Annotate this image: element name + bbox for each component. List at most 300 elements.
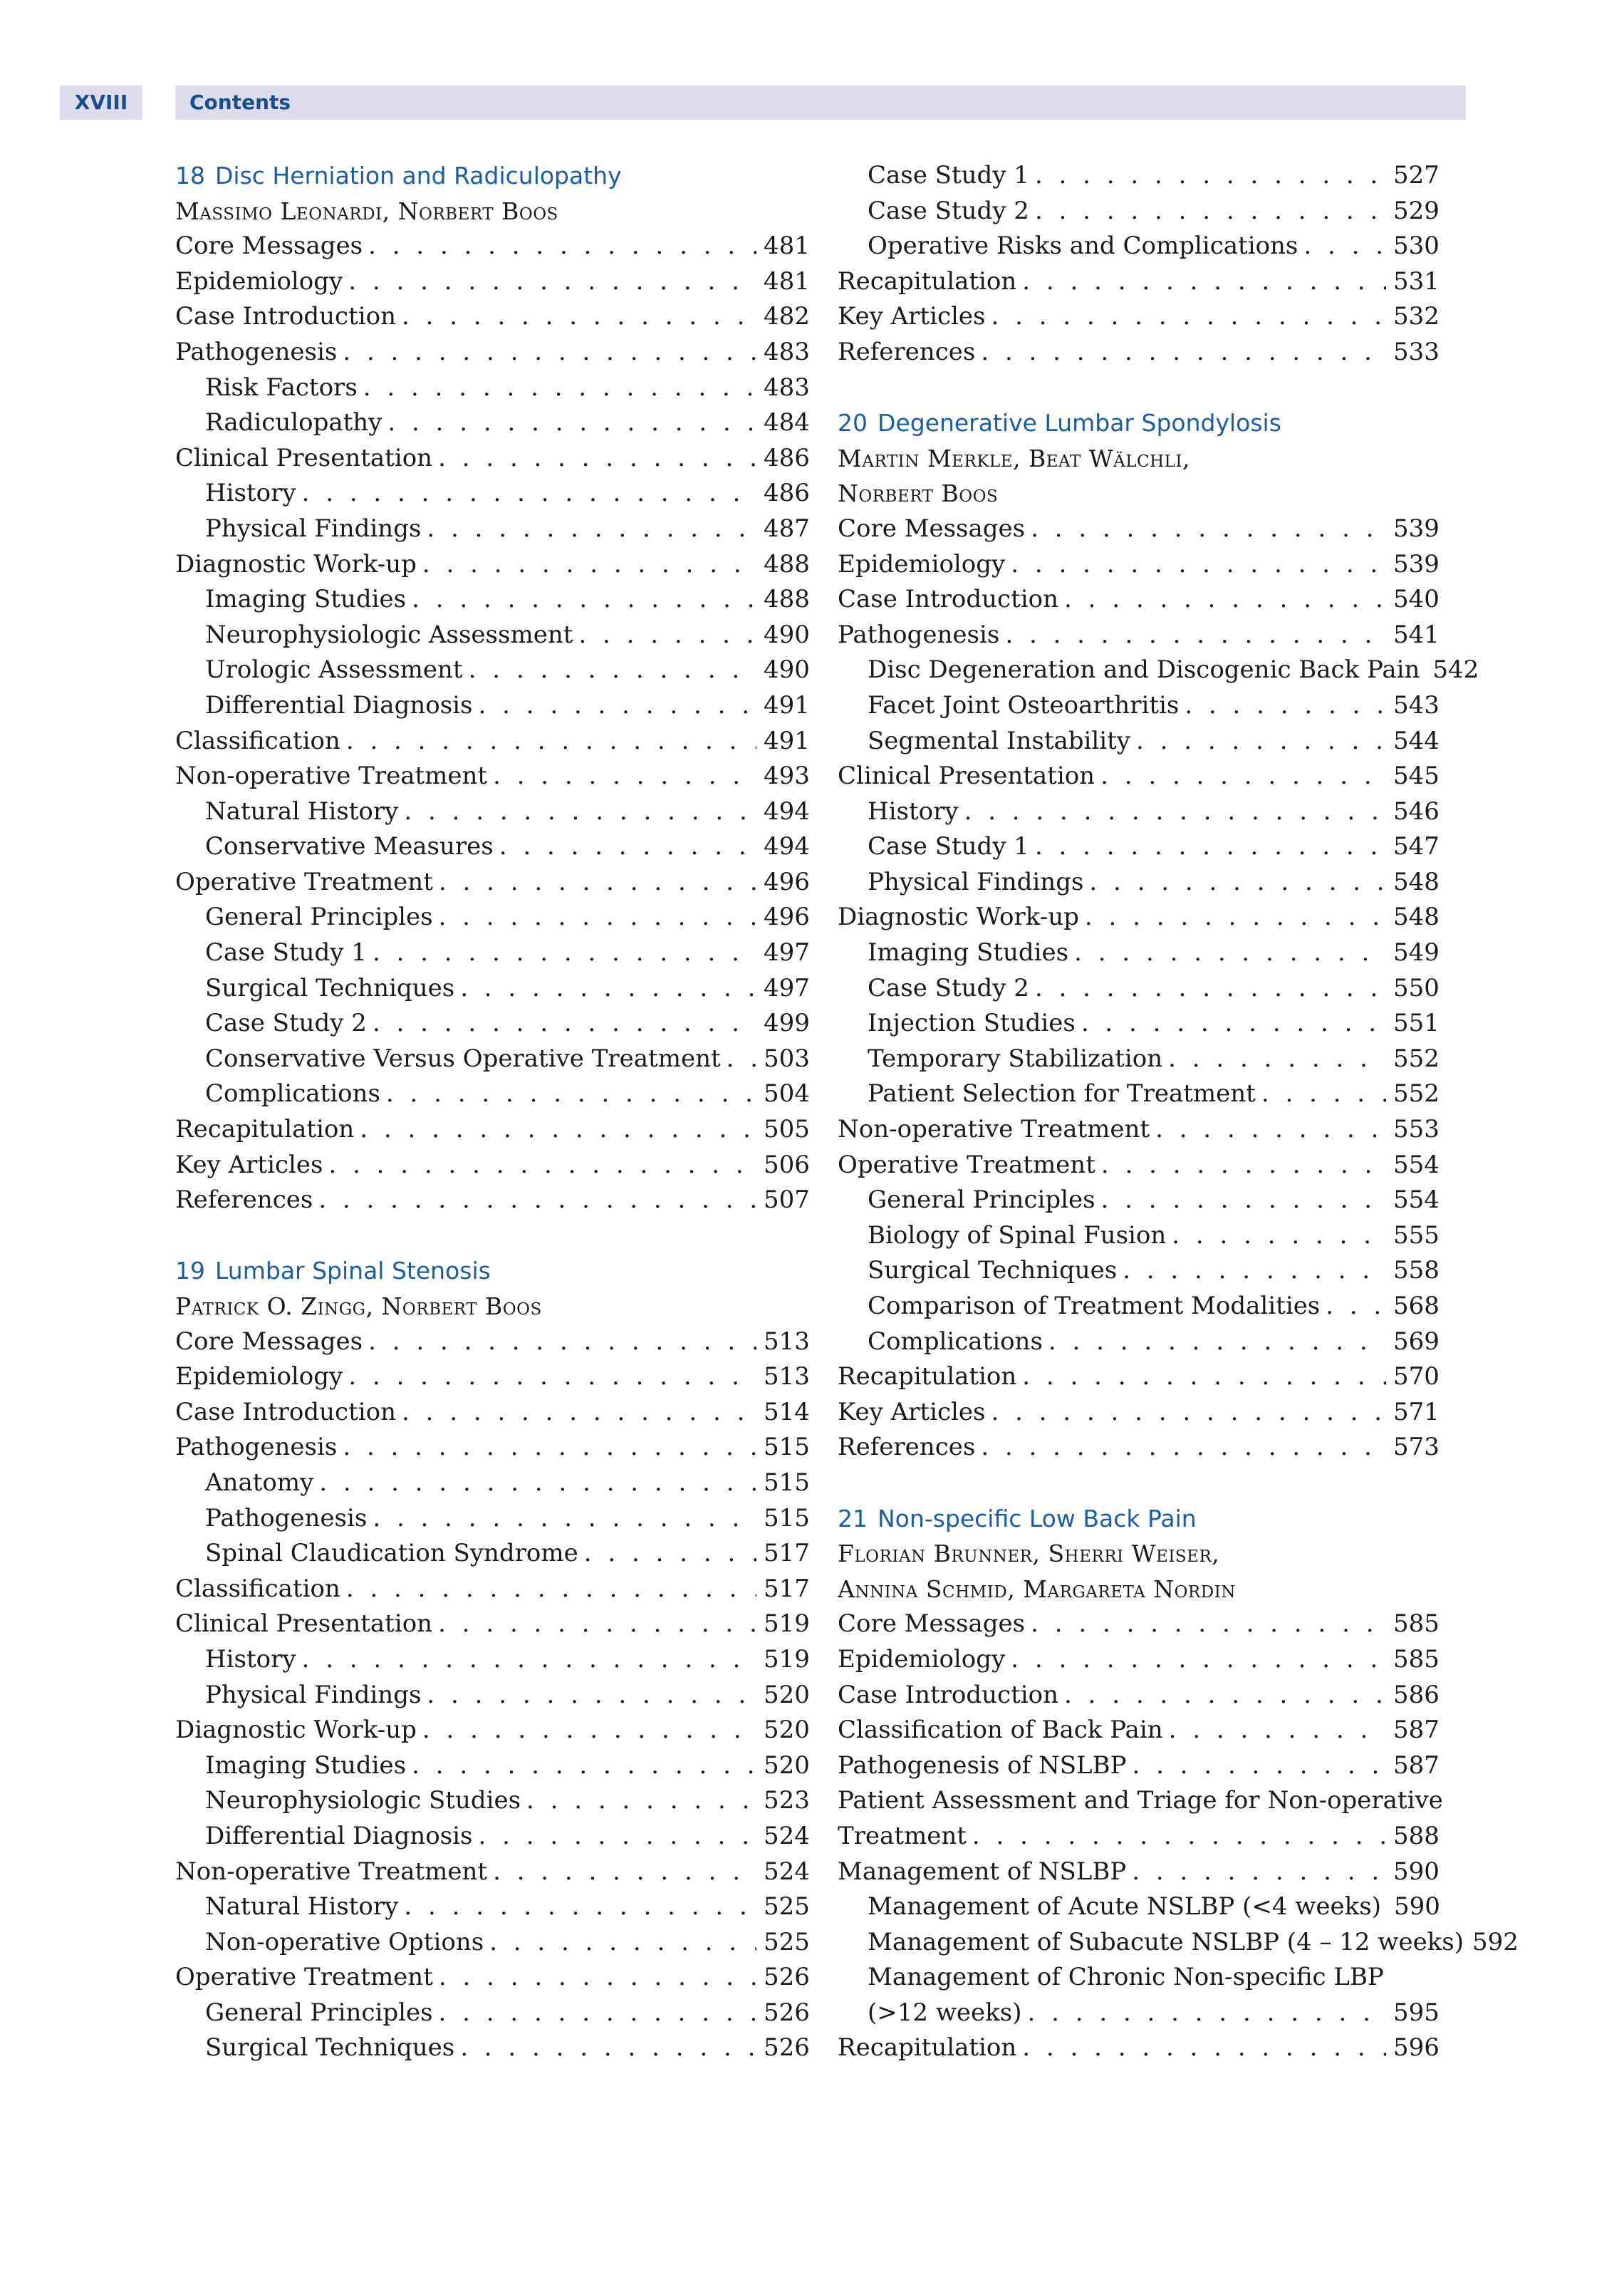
toc-subentry[interactable] (838, 229, 1440, 264)
dot-leader (469, 653, 756, 688)
toc-entry-page: 555 (1393, 1220, 1440, 1250)
chapter-19-authors: Patrick O. Zingg, Norbert Boos (175, 1292, 542, 1320)
toc-entry-title: General Principles (205, 903, 433, 932)
toc-entry[interactable] (838, 1713, 1440, 1748)
dot-leader (373, 1006, 756, 1042)
dot-leader (302, 1642, 756, 1678)
toc-subentry[interactable] (838, 829, 1440, 865)
toc-entry-title: Physical Findings (868, 867, 1084, 896)
dot-leader (363, 370, 756, 406)
toc-subentry[interactable] (838, 688, 1440, 724)
dot-leader (972, 1819, 1386, 1855)
dot-leader (1085, 900, 1386, 935)
toc-subentry[interactable] (838, 1253, 1440, 1289)
toc-entry[interactable] (838, 1678, 1440, 1713)
toc-entry[interactable] (175, 1572, 810, 1607)
chapter-title-text: Degenerative Lumbar Spondylosis (878, 409, 1281, 437)
toc-entry-page: 491 (764, 690, 810, 720)
toc-entry[interactable] (838, 1607, 1440, 1642)
dot-leader (1101, 1148, 1386, 1183)
toc-entry[interactable] (175, 1324, 810, 1360)
toc-entry[interactable] (175, 724, 810, 759)
toc-entry-page: 596 (1393, 2033, 1440, 2063)
dot-leader (1081, 1006, 1386, 1042)
toc-entry-page: 515 (764, 1503, 810, 1532)
right-column (838, 158, 1519, 2066)
toc-entry-title: Core Messages (175, 232, 363, 261)
dot-leader (478, 1819, 756, 1855)
toc-entry-title: Case Study 2 (205, 1009, 367, 1038)
toc-entry-title: Pathogenesis (838, 620, 1000, 649)
dot-leader (1123, 1253, 1386, 1289)
toc-entry-page: 519 (764, 1609, 810, 1639)
toc-entry-page: 550 (1393, 973, 1440, 1002)
toc-subentry[interactable] (175, 900, 810, 935)
toc-entry-title: Operative Treatment (175, 1963, 433, 1992)
toc-entry[interactable] (838, 299, 1440, 335)
toc-entry-page: 514 (764, 1397, 810, 1426)
toc-subentry[interactable] (175, 794, 810, 830)
toc-entry-title: History (205, 479, 296, 508)
dot-leader (1185, 688, 1386, 724)
chapter-21-authors: Annina Schmid, Margareta Nordin (838, 1575, 1236, 1603)
toc-entry-title: Case Study 2 (868, 973, 1029, 1002)
toc-entry-page: 533 (1393, 337, 1440, 366)
toc-entry-title: Key Articles (838, 302, 986, 331)
toc-subentry-wrapped-line[interactable]: Management of Chronic Non-specific LBP (868, 1963, 1384, 1992)
toc-entry-page: 483 (764, 337, 810, 366)
dot-leader (1074, 935, 1386, 971)
chapter-gap (838, 1466, 1436, 1501)
toc-entry-title: Pathogenesis (175, 337, 338, 366)
toc-entry-title: Differential Diagnosis (205, 1821, 473, 1850)
toc-entry[interactable] (838, 759, 1440, 794)
toc-entry[interactable] (838, 1642, 1440, 1678)
page-number: XVIII (60, 85, 142, 120)
toc-entry-page: 554 (1393, 1186, 1440, 1215)
dot-leader (373, 1501, 756, 1537)
toc-entry[interactable] (175, 1713, 810, 1748)
toc-entry-title: Surgical Techniques (205, 2033, 455, 2063)
toc-entry-title: Disc Degeneration and Discogenic Back Pain (868, 655, 1420, 685)
toc-entry[interactable] (838, 512, 1440, 547)
toc-entry-title: Case Study 1 (205, 938, 367, 968)
dot-leader (439, 1960, 756, 1996)
toc-subentry[interactable] (838, 194, 1440, 229)
toc-entry[interactable] (175, 264, 810, 300)
toc-subentry[interactable] (175, 688, 810, 724)
toc-entry-title: Recapitulation (838, 266, 1017, 296)
toc-entry-page: 570 (1393, 1362, 1440, 1391)
toc-entry-wrapped-line[interactable]: Patient Assessment and Triage for Non-operative (838, 1786, 1443, 1815)
dot-leader (346, 724, 756, 759)
toc-entry[interactable] (175, 335, 810, 370)
dot-leader (1155, 1112, 1386, 1148)
toc-entry-title: Recapitulation (838, 1362, 1017, 1391)
toc-entry[interactable] (175, 1148, 810, 1183)
chapter-20-title[interactable] (838, 405, 1436, 441)
toc-entry-page: 551 (1393, 1009, 1440, 1038)
toc-entry[interactable] (838, 1430, 1440, 1466)
toc-entry-title: Conservative Measures (205, 832, 494, 861)
dot-leader (328, 1148, 756, 1183)
toc-entry[interactable] (838, 1855, 1440, 1890)
toc-subentry[interactable] (175, 1996, 810, 2031)
dot-leader (1031, 1607, 1386, 1642)
toc-entry-title: Clinical Presentation (175, 1609, 433, 1639)
dot-leader (1022, 264, 1386, 300)
toc-entry-page: 585 (1393, 1609, 1440, 1639)
toc-entry[interactable] (838, 1359, 1440, 1395)
toc-subentry[interactable] (838, 865, 1440, 901)
toc-entry-page: 553 (1393, 1115, 1440, 1144)
toc-entry-page: 547 (1393, 832, 1440, 861)
toc-entry-page: 497 (764, 938, 810, 968)
toc-entry-page: 587 (1393, 1750, 1440, 1780)
toc-entry-page: 506 (764, 1150, 810, 1179)
toc-entry[interactable] (838, 618, 1440, 653)
toc-entry-page: 543 (1393, 690, 1440, 720)
toc-subentry[interactable] (175, 1783, 810, 1819)
toc-entry-page: 481 (764, 232, 810, 261)
toc-entry-title: Facet Joint Osteoarthritis (868, 690, 1180, 720)
toc-entry[interactable] (838, 1748, 1440, 1784)
dot-leader (438, 441, 756, 477)
toc-subentry[interactable] (175, 512, 810, 547)
dot-leader (346, 1572, 756, 1607)
dot-leader (964, 794, 1386, 830)
toc-subentry[interactable] (175, 476, 810, 512)
toc-entry-title: Clinical Presentation (175, 443, 433, 472)
toc-subentry[interactable] (175, 935, 810, 971)
toc-entry[interactable] (838, 335, 1440, 370)
toc-entry-title: Natural History (205, 1892, 399, 1921)
toc-entry-page: 483 (764, 373, 810, 402)
dot-leader (318, 1183, 756, 1218)
toc-subentry[interactable] (175, 653, 810, 688)
toc-subentry[interactable] (175, 1678, 810, 1713)
toc-subentry[interactable] (838, 724, 1440, 759)
dot-leader (386, 1077, 756, 1112)
toc-entry-title: Surgical Techniques (868, 1256, 1118, 1285)
toc-entry-page: 494 (764, 832, 810, 861)
toc-entry-title: References (838, 1433, 976, 1462)
toc-subentry[interactable] (175, 618, 810, 653)
dot-leader (404, 1889, 756, 1925)
toc-entry-title: Imaging Studies (205, 585, 407, 614)
toc-subentry[interactable] (175, 2030, 810, 2066)
toc-subentry[interactable] (175, 1006, 810, 1042)
toc-subentry[interactable] (838, 935, 1440, 971)
dot-leader (387, 405, 756, 441)
toc-entry-page: 488 (764, 549, 810, 579)
chapter-title-text: Lumbar Spinal Stenosis (215, 1257, 491, 1285)
toc-entry-title: Surgical Techniques (205, 973, 455, 1002)
toc-subentry[interactable] (175, 1536, 810, 1572)
toc-entry-page: 552 (1393, 1044, 1440, 1073)
toc-subentry[interactable] (838, 158, 1440, 194)
toc-entry[interactable] (175, 1855, 810, 1890)
toc-subentry[interactable] (175, 1466, 810, 1501)
toc-entry-title: Non-operative Treatment (175, 762, 488, 791)
dot-leader (343, 335, 756, 370)
toc-entry[interactable] (838, 1112, 1440, 1148)
chapter-gap (838, 370, 1436, 406)
toc-subentry[interactable] (838, 1183, 1440, 1218)
dot-leader (1064, 1678, 1386, 1713)
toc-entry-page: 571 (1393, 1397, 1440, 1426)
toc-entry-title: Spinal Claudication Syndrome (205, 1539, 578, 1568)
toc-entry[interactable] (838, 900, 1440, 935)
toc-subentry[interactable] (175, 370, 810, 406)
toc-entry-title: Imaging Studies (868, 938, 1069, 968)
toc-entry-title: Natural History (205, 797, 399, 826)
dot-leader (493, 759, 756, 794)
toc-subentry[interactable] (175, 1889, 810, 1925)
toc-subentry[interactable] (838, 794, 1440, 830)
dot-leader (302, 476, 756, 512)
toc-entry[interactable] (838, 1395, 1440, 1431)
toc-entry[interactable] (838, 1148, 1440, 1183)
toc-entry-title: Treatment (838, 1821, 967, 1850)
dot-leader (1031, 512, 1386, 547)
dot-leader (981, 1430, 1386, 1466)
toc-subentry[interactable] (175, 829, 810, 865)
dot-leader (412, 1748, 756, 1784)
toc-subentry[interactable] (175, 1748, 810, 1784)
toc-subentry[interactable] (175, 1925, 810, 1961)
toc-entry[interactable] (175, 547, 810, 583)
toc-entry-title: History (868, 797, 959, 826)
dot-leader (1168, 1042, 1386, 1077)
toc-entry-title: Diagnostic Work-up (838, 903, 1079, 932)
dot-leader (1169, 1713, 1386, 1748)
toc-entry-page: 590 (1393, 1892, 1440, 1921)
toc-entry-page: 548 (1393, 903, 1440, 932)
chapter-18-authors: Massimo Leonardi, Norbert Boos (175, 197, 558, 225)
toc-entry[interactable] (175, 441, 810, 477)
dot-leader (404, 794, 756, 830)
toc-entry-page: 524 (764, 1857, 810, 1886)
toc-entry-page: 526 (764, 2033, 810, 2063)
toc-entry-page: 517 (764, 1539, 810, 1568)
toc-entry-title: Key Articles (838, 1397, 986, 1426)
chapter-title-text: Non-specific Low Back Pain (878, 1504, 1197, 1532)
toc-entry-page: 552 (1393, 1079, 1440, 1109)
toc-entry-title: Core Messages (838, 1609, 1026, 1639)
toc-subentry[interactable] (838, 1889, 1440, 1925)
chapter-19-title[interactable] (175, 1253, 806, 1289)
dot-leader (343, 1430, 756, 1466)
toc-subentry[interactable] (838, 1042, 1440, 1077)
toc-entry[interactable] (175, 865, 810, 901)
dot-leader (427, 1678, 756, 1713)
toc-entry-page: 546 (1393, 797, 1440, 826)
toc-subentry[interactable] (838, 1077, 1440, 1112)
dot-leader (1005, 618, 1386, 653)
toc-entry-page: 586 (1393, 1680, 1440, 1709)
toc-subentry[interactable] (838, 1324, 1440, 1360)
toc-entry-page: 513 (764, 1327, 810, 1356)
toc-subentry[interactable] (175, 1819, 810, 1855)
toc-subentry[interactable] (175, 971, 810, 1007)
dot-leader (1132, 1855, 1386, 1890)
toc-entry-page: 517 (764, 1574, 810, 1603)
dot-leader (460, 2030, 756, 2066)
toc-entry-title: Epidemiology (838, 549, 1006, 579)
toc-subentry[interactable] (175, 1642, 810, 1678)
toc-entry[interactable] (175, 1960, 810, 1996)
toc-entry-title: Case Introduction (838, 585, 1058, 614)
toc-entry-title: Conservative Versus Operative Treatment (205, 1044, 721, 1073)
toc-entry-page: 484 (764, 408, 810, 437)
toc-entry-page: 532 (1393, 302, 1440, 331)
toc-entry-page: 542 (1432, 655, 1479, 685)
toc-entry-title: Epidemiology (175, 1362, 343, 1391)
chapter-21-title[interactable] (838, 1501, 1436, 1537)
dot-leader (373, 935, 756, 971)
dot-leader (493, 1855, 756, 1890)
dot-leader (1048, 1324, 1386, 1360)
toc-entry-title: Recapitulation (175, 1115, 355, 1144)
dot-leader (412, 582, 756, 618)
toc-subentry[interactable] (838, 1289, 1440, 1324)
chapter-20-authors: Norbert Boos (838, 479, 999, 508)
toc-subentry[interactable] (175, 1501, 810, 1537)
toc-entry-title: Epidemiology (175, 266, 343, 296)
toc-subentry[interactable] (838, 971, 1440, 1007)
dot-leader (319, 1466, 756, 1501)
dot-leader (1132, 1748, 1386, 1784)
dot-leader (1022, 2030, 1386, 2066)
toc-entry-page: 548 (1393, 867, 1440, 896)
toc-subentry[interactable] (175, 1077, 810, 1112)
toc-entry-page: 505 (764, 1115, 810, 1144)
toc-entry-page: 587 (1393, 1716, 1440, 1745)
toc-entry-page: 590 (1393, 1857, 1440, 1886)
toc-entry[interactable] (175, 1112, 810, 1148)
dot-leader (489, 1925, 756, 1961)
toc-entry-page: 530 (1393, 232, 1440, 261)
dot-leader (368, 1324, 756, 1360)
toc-entry-title: Non-operative Treatment (838, 1115, 1150, 1144)
toc-entry-page: 541 (1393, 620, 1440, 649)
dot-leader (1022, 1359, 1386, 1395)
dot-leader (1136, 724, 1386, 759)
toc-entry[interactable] (175, 1359, 810, 1395)
toc-subentry[interactable] (838, 1006, 1440, 1042)
dot-leader (422, 1713, 756, 1748)
toc-entry[interactable] (175, 1183, 810, 1218)
toc-entry[interactable] (838, 2030, 1440, 2066)
toc-entry-page: 515 (764, 1433, 810, 1462)
dot-leader (1027, 1996, 1386, 2031)
toc-entry-title: Classification (175, 726, 340, 755)
toc-entry[interactable] (838, 264, 1440, 300)
toc-entry-page: 504 (764, 1079, 810, 1109)
toc-subentry[interactable] (838, 653, 1479, 688)
toc-entry-page: 588 (1393, 1821, 1440, 1850)
dot-leader (1035, 158, 1386, 194)
dot-leader (368, 229, 756, 264)
toc-entry[interactable] (175, 759, 810, 794)
toc-entry-page: 496 (764, 867, 810, 896)
toc-entry[interactable] (175, 299, 810, 335)
toc-entry-page: 595 (1393, 1998, 1440, 2027)
toc-entry-title: Pathogenesis (205, 1503, 368, 1532)
toc-subentry[interactable] (838, 1925, 1519, 1961)
toc-entry-title: Case Study 1 (868, 832, 1029, 861)
toc-subentry[interactable] (175, 1042, 810, 1077)
toc-subentry[interactable] (838, 1218, 1440, 1254)
toc-entry-page: 527 (1393, 161, 1440, 190)
toc-entry[interactable] (838, 582, 1440, 618)
chapter-21-authors: Florian Brunner, Sherri Weiser, (838, 1540, 1220, 1568)
toc-entry-page: 481 (764, 266, 810, 296)
toc-entry-page: 568 (1393, 1292, 1440, 1320)
toc-entry[interactable] (175, 229, 810, 264)
toc-entry-page: 493 (764, 762, 810, 791)
chapter-18-title[interactable] (175, 158, 806, 194)
toc-entry-page: 526 (764, 1998, 810, 2027)
toc-entry-page: 497 (764, 973, 810, 1002)
toc-entry-page: 539 (1393, 549, 1440, 579)
toc-entry-title: Physical Findings (205, 1680, 422, 1709)
toc-entry-page: 544 (1393, 726, 1440, 755)
toc-entry-title: Core Messages (838, 514, 1026, 543)
toc-entry[interactable] (838, 547, 1440, 583)
toc-entry[interactable] (175, 1607, 810, 1642)
toc-entry-title: Case Introduction (175, 1397, 396, 1426)
toc-entry-page: 496 (764, 903, 810, 932)
toc-entry-title: Biology of Spinal Fusion (868, 1220, 1167, 1250)
toc-subentry[interactable] (175, 405, 810, 441)
toc-entry-title: Physical Findings (205, 514, 422, 543)
toc-entry-page: 486 (764, 443, 810, 472)
chapter-number: 19 (175, 1257, 205, 1285)
toc-entry-title: Non-operative Treatment (175, 1857, 488, 1886)
dot-leader (1064, 582, 1386, 618)
toc-entry-title: General Principles (868, 1186, 1095, 1215)
toc-entry-title: Anatomy (205, 1468, 314, 1497)
toc-entry-title: References (175, 1186, 313, 1215)
toc-entry-title: Diagnostic Work-up (175, 1716, 417, 1745)
toc-entry-page: 531 (1393, 266, 1440, 296)
dot-leader (478, 688, 756, 724)
dot-leader (578, 618, 756, 653)
toc-entry-page: 549 (1393, 938, 1440, 968)
chapter-20-authors: Martin Merkle, Beat Wälchli, (838, 444, 1191, 472)
toc-entry-page: 585 (1393, 1644, 1440, 1674)
toc-entry[interactable] (838, 1819, 1440, 1855)
toc-entry-page: 482 (764, 302, 810, 331)
dot-leader (422, 547, 756, 583)
toc-entry-page: 490 (764, 655, 810, 685)
dot-leader (981, 335, 1386, 370)
toc-entry[interactable] (175, 1395, 810, 1431)
toc-entry-page: 525 (764, 1892, 810, 1921)
dot-leader (526, 1783, 756, 1819)
toc-entry[interactable] (175, 1430, 810, 1466)
dot-leader (1172, 1218, 1386, 1254)
dot-leader (584, 1536, 756, 1572)
toc-subentry[interactable] (175, 582, 810, 618)
toc-entry-page: 503 (764, 1044, 810, 1073)
toc-entry-page: 519 (764, 1644, 810, 1674)
dot-leader (1035, 829, 1386, 865)
toc-subentry[interactable] (838, 1996, 1440, 2031)
dot-leader (439, 865, 756, 901)
